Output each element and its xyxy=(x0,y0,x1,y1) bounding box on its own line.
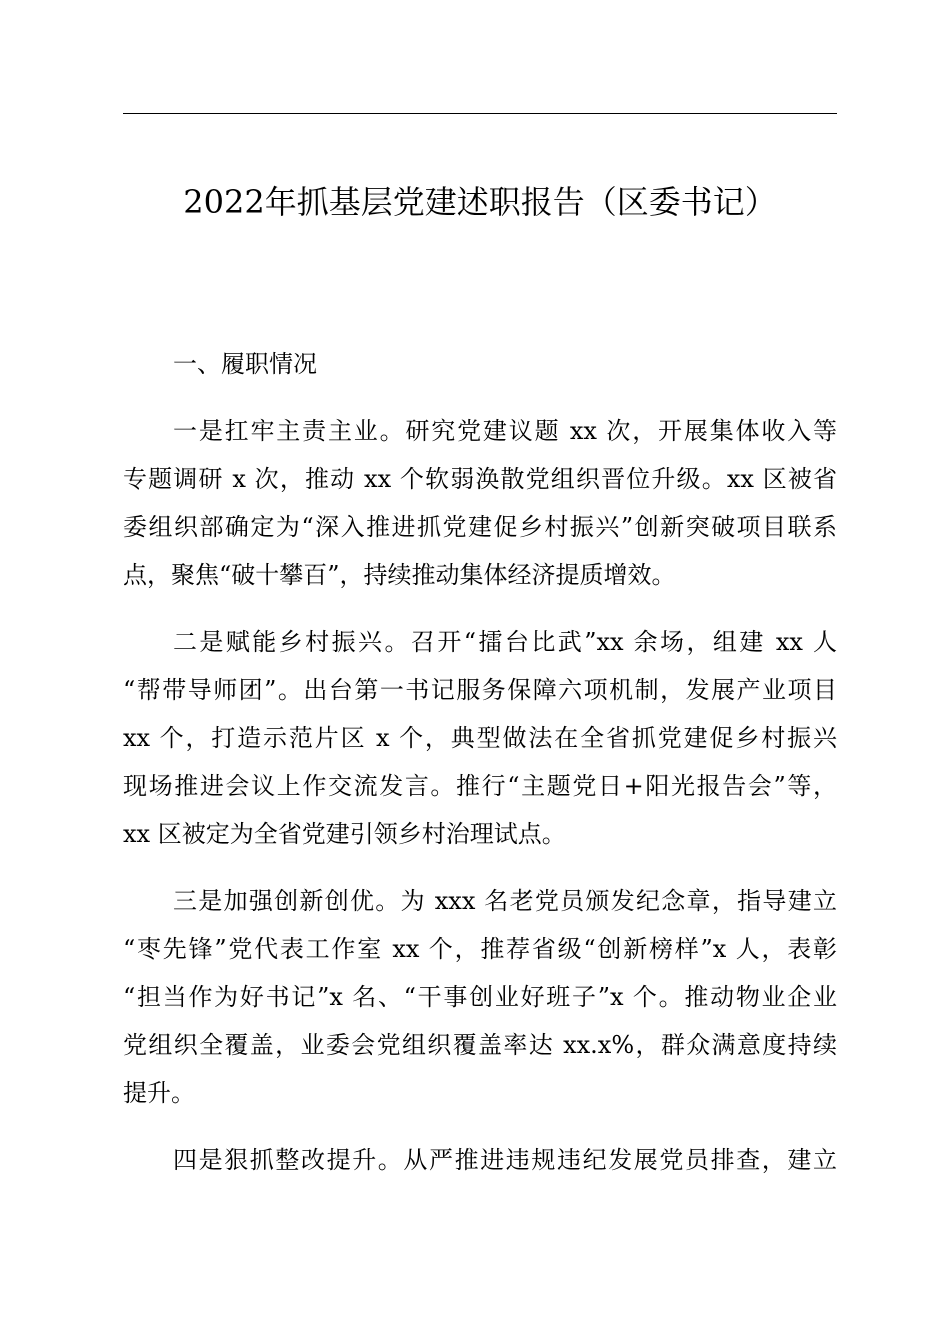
paragraph-line: 点，聚焦“破十攀百”，持续推动集体经济提质增效。 xyxy=(123,561,676,589)
paragraph-line: 现场推进会议上作交流发言。推行“主题党日+阳光报告会”等， xyxy=(123,772,837,800)
paragraph-3 xyxy=(123,877,837,1117)
paragraph-line: xx 个，打造示范片区 x 个，典型做法在全省抓党建促乡村振兴 xyxy=(123,724,837,752)
document-body xyxy=(123,340,837,1184)
paragraph-line: 一是扛牢主责主业。研究党建议题 xx 次，开展集体收入等 xyxy=(173,417,837,445)
document-title: 2022年抓基层党建述职报告（区委书记） xyxy=(183,183,777,221)
paragraph-4 xyxy=(123,1136,837,1184)
paragraph-line: 三是加强创新创优。为 xxx 名老党员颁发纪念章，指导建立 xyxy=(173,887,837,915)
section-heading: 一、履职情况 xyxy=(173,350,317,378)
paragraph-line: 二是赋能乡村振兴。召开“擂台比武”xx 余场，组建 xx 人 xyxy=(173,628,837,656)
paragraph-line: 党组织全覆盖，业委会党组织覆盖率达 xx.x%，群众满意度持续 xyxy=(123,1031,837,1059)
paragraph-line: 委组织部确定为“深入推进抓党建促乡村振兴”创新突破项目联系 xyxy=(123,513,837,541)
paragraph-line: 提升。 xyxy=(123,1079,195,1107)
paragraph-line: “担当作为好书记”x 名、“干事创业好班子”x 个。推动物业企业 xyxy=(123,983,837,1011)
header-rule xyxy=(123,113,837,114)
paragraph-2 xyxy=(123,618,837,858)
paragraph-line: 四是狠抓整改提升。从严推进违规违纪发展党员排查，建立 xyxy=(173,1146,837,1174)
paragraph-1 xyxy=(123,407,837,599)
paragraph-line: xx 区被定为全省党建引领乡村治理试点。 xyxy=(123,820,566,848)
paragraph-line: “帮带导师团”。出台第一书记服务保障六项机制，发展产业项目 xyxy=(123,676,837,704)
paragraph-line: “枣先锋”党代表工作室 xx 个，推荐省级“创新榜样”x 人，表彰 xyxy=(123,935,837,963)
paragraph-line: 专题调研 x 次，推动 xx 个软弱涣散党组织晋位升级。xx 区被省 xyxy=(123,465,837,493)
